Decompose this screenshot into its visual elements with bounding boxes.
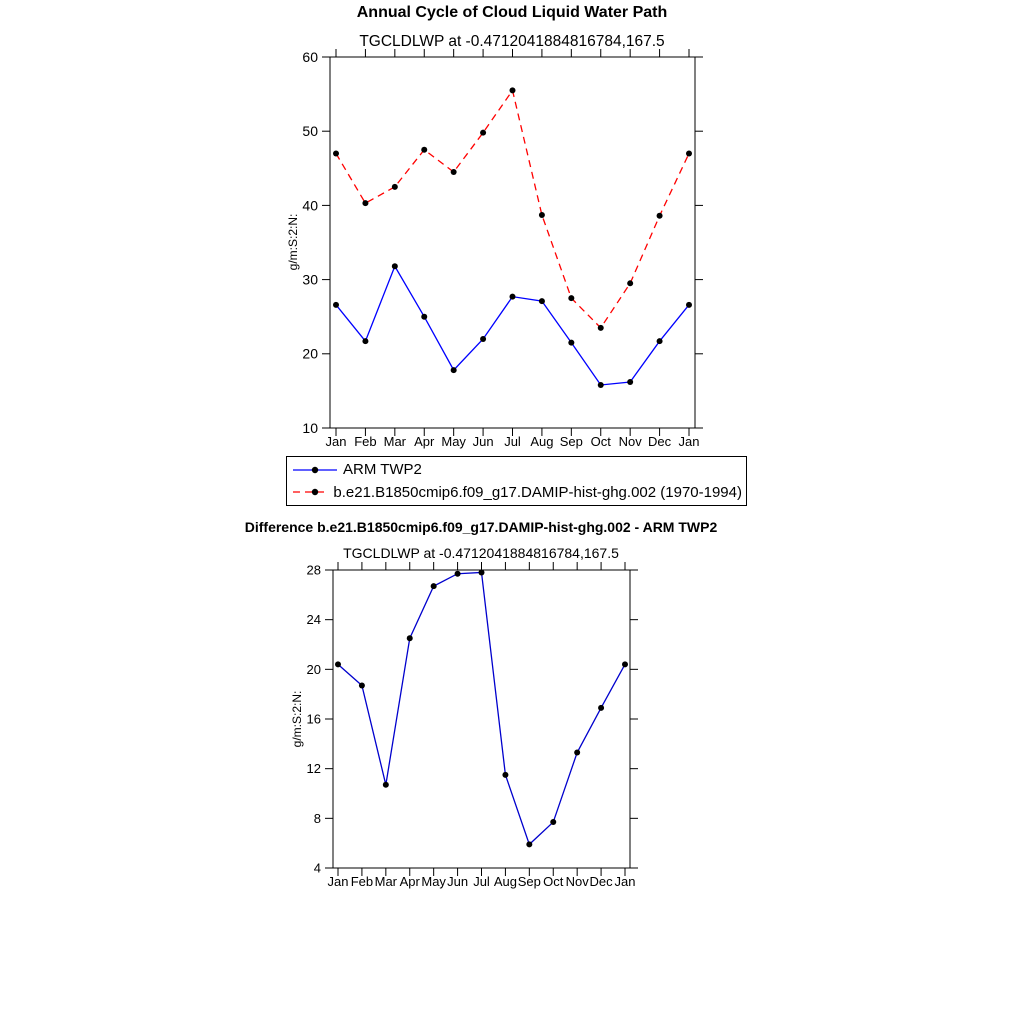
series-line [338, 572, 625, 844]
legend-entry-arm-twp2 [291, 459, 742, 481]
data-point-marker [539, 298, 545, 304]
data-point-marker [421, 314, 427, 320]
data-point-marker [657, 213, 663, 219]
data-point-marker [333, 150, 339, 156]
data-point-marker [510, 87, 516, 93]
legend-entry-model-run [291, 482, 742, 504]
legend-label-arm-twp2: ARM TWP2 [343, 461, 422, 479]
data-point-marker [686, 150, 692, 156]
legend-label-model-run: b.e21.B1850cmip6.f09_g17.DAMIP-hist-ghg.002 (1970-1994) [333, 483, 742, 501]
data-point-marker [333, 302, 339, 308]
x-tick-label: Jan [614, 874, 636, 889]
difference-chart-y-axis-label: g/m:S:2:N: [290, 690, 304, 748]
data-point-marker [539, 212, 545, 218]
x-tick-label: Aug [493, 874, 517, 889]
y-tick-label: 4 [313, 860, 321, 876]
data-point-marker [598, 382, 604, 388]
data-point-marker [479, 569, 485, 575]
x-tick-label: Apr [414, 434, 435, 449]
x-tick-label: Mar [374, 874, 398, 889]
data-point-marker [407, 635, 413, 641]
data-point-marker [451, 367, 457, 373]
data-point-marker [335, 661, 341, 667]
top-chart-subtitle: TGCLDLWP at -0.4712041884816784,167.5 [359, 33, 665, 50]
x-tick-label: Mar [383, 434, 407, 449]
x-tick-label: Sep [517, 874, 541, 889]
data-point-marker [627, 379, 633, 385]
x-tick-label: Oct [590, 434, 611, 449]
x-tick-label: May [421, 874, 446, 889]
data-point-marker [657, 338, 663, 344]
x-tick-label: Jan [327, 874, 349, 889]
x-tick-label: Dec [589, 874, 613, 889]
series-line [336, 266, 689, 385]
y-tick-label: 8 [313, 810, 321, 826]
data-point-marker [455, 571, 461, 577]
data-point-marker [383, 782, 389, 788]
x-tick-label: Sep [559, 434, 583, 449]
series-line [336, 90, 689, 327]
x-tick-label: Jun [472, 434, 494, 449]
plot-area-0 [302, 49, 703, 449]
y-tick-label: 60 [302, 48, 318, 65]
dashed-line-marker-icon [291, 484, 329, 500]
y-tick-label: 28 [306, 562, 321, 578]
y-tick-label: 12 [306, 761, 321, 777]
data-point-marker [359, 682, 365, 688]
data-point-marker [451, 169, 457, 175]
data-point-marker [502, 772, 508, 778]
data-point-marker [568, 295, 574, 301]
data-point-marker [686, 302, 692, 308]
x-tick-label: Nov [565, 874, 589, 889]
top-chart-y-axis-label: g/m:S:2:N: [286, 213, 300, 271]
x-tick-label: Jun [447, 874, 469, 889]
x-tick-label: May [441, 434, 466, 449]
data-point-marker [480, 336, 486, 342]
x-tick-label: Feb [350, 874, 374, 889]
data-point-marker [550, 819, 556, 825]
data-point-marker [362, 200, 368, 206]
y-tick-label: 20 [302, 345, 318, 362]
data-point-marker [480, 130, 486, 136]
data-point-marker [627, 280, 633, 286]
data-point-marker [421, 147, 427, 153]
legend-box [286, 456, 747, 506]
data-point-marker [392, 184, 398, 190]
x-tick-label: Jul [473, 874, 490, 889]
y-tick-label: 30 [302, 271, 318, 288]
data-point-marker [526, 841, 532, 847]
y-tick-label: 10 [302, 419, 318, 436]
y-tick-label: 24 [306, 612, 321, 628]
data-point-marker [510, 294, 516, 300]
data-point-marker [622, 661, 628, 667]
difference-chart-subtitle: TGCLDLWP at -0.4712041884816784,167.5 [343, 545, 619, 561]
y-tick-label: 20 [306, 661, 321, 677]
x-tick-label: Nov [618, 434, 642, 449]
x-tick-label: Apr [399, 874, 420, 889]
data-point-marker [598, 325, 604, 331]
data-point-marker [568, 340, 574, 346]
solid-line-marker-icon [291, 462, 339, 478]
plot-area-1 [307, 562, 638, 889]
data-point-marker [362, 338, 368, 344]
data-point-marker [431, 583, 437, 589]
x-tick-label: Dec [648, 434, 672, 449]
top-chart-title: Annual Cycle of Cloud Liquid Water Path [356, 4, 668, 21]
x-tick-label: Jan [325, 434, 347, 449]
x-tick-label: Jul [504, 434, 521, 449]
x-tick-label: Oct [543, 874, 564, 889]
x-tick-label: Aug [530, 434, 554, 449]
data-point-marker [598, 705, 604, 711]
y-tick-label: 40 [302, 197, 318, 214]
data-point-marker [392, 263, 398, 269]
x-tick-label: Jan [678, 434, 700, 449]
y-tick-label: 50 [302, 123, 318, 140]
x-tick-label: Feb [354, 434, 377, 449]
difference-chart-title: Difference b.e21.B1850cmip6.f09_g17.DAMIP-hist-ghg.002 - ARM TWP2 [244, 519, 718, 535]
data-point-marker [574, 750, 580, 756]
y-tick-label: 16 [306, 711, 321, 727]
